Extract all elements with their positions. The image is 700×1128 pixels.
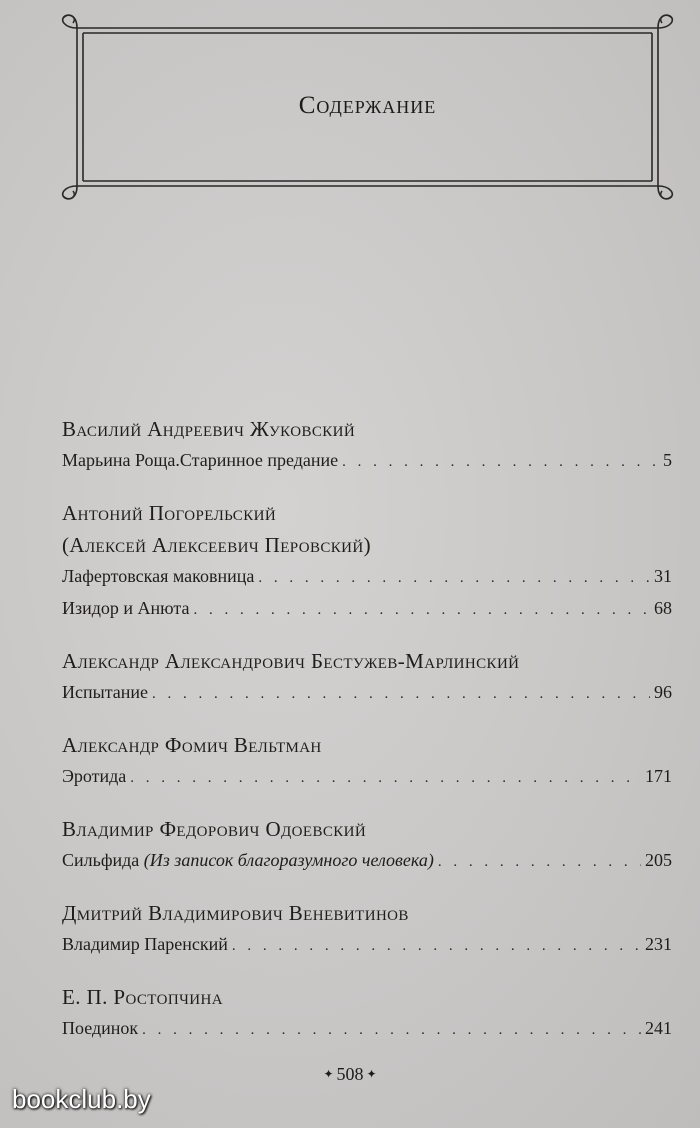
author-name: Владимир Федорович Одоевский	[62, 817, 367, 841]
entry-title-wrap	[62, 593, 189, 623]
dot-leader	[152, 679, 650, 709]
table-of-contents	[62, 413, 672, 1065]
toc-section	[62, 981, 672, 1045]
author-name: Александр Александрович Бестужев-Марлинский	[62, 649, 520, 673]
entry-title-wrap	[62, 761, 126, 791]
toc-section	[62, 813, 672, 877]
toc-entry	[62, 845, 672, 877]
toc-entry	[62, 929, 672, 961]
entry-title: Сильфида	[62, 850, 144, 870]
author-name: Василий Андреевич Жуковский	[62, 417, 356, 441]
page-title: Содержание	[298, 92, 437, 119]
entry-title-wrap	[62, 845, 434, 875]
toc-entry	[62, 561, 672, 593]
author-name: Александр Фомич Вельтман	[62, 733, 322, 757]
entry-title: Изидор и Анюта	[62, 598, 190, 618]
toc-section	[62, 413, 672, 477]
dot-leader	[438, 847, 641, 877]
entry-page-number: 31	[654, 566, 672, 586]
title-frame	[55, 14, 680, 200]
entry-title: Лафертовская маковница	[62, 566, 255, 586]
entry-page-number: 68	[654, 598, 672, 618]
entry-page-number: 231	[645, 934, 672, 954]
dot-leader	[342, 447, 659, 477]
toc-entry	[62, 1013, 672, 1045]
entry-page-number: 171	[645, 766, 672, 786]
entry-title: Марьина Роща.Старинное предание	[62, 450, 339, 470]
ornament-left-icon: ✦	[323, 1067, 334, 1081]
entry-title-wrap	[62, 445, 338, 475]
entry-title-wrap	[62, 1013, 138, 1043]
author-name: (Алексей Алексеевич Перовский)	[62, 533, 372, 557]
author-name: Антоний Погорельский	[62, 501, 277, 525]
dot-leader	[130, 763, 641, 793]
entry-title: Эротида	[62, 766, 127, 786]
toc-entry	[62, 761, 672, 793]
dot-leader	[193, 595, 650, 625]
toc-section	[62, 897, 672, 961]
entry-page-number: 241	[645, 1018, 672, 1038]
entry-page-number: 96	[654, 682, 672, 702]
dot-leader	[232, 931, 641, 961]
dot-leader	[142, 1015, 641, 1045]
toc-section	[62, 645, 672, 709]
toc-section	[62, 497, 672, 625]
entry-title: Испытание	[62, 682, 149, 702]
dot-leader	[258, 563, 650, 593]
entry-title: Поединок	[62, 1018, 139, 1038]
page-number	[0, 1064, 700, 1085]
entry-page-number: 5	[663, 450, 672, 470]
toc-entry	[62, 677, 672, 709]
entry-subtitle: (Из записок благоразумного человека)	[143, 850, 434, 870]
page-number-value: 508	[336, 1064, 364, 1084]
watermark-text: bookclub.by	[12, 1084, 151, 1114]
author-name: Дмитрий Владимирович Веневитинов	[62, 901, 409, 925]
entry-title-wrap	[62, 677, 148, 707]
entry-title: Владимир Паренский	[62, 934, 228, 954]
entry-page-number: 205	[645, 850, 672, 870]
entry-title-wrap	[62, 929, 228, 959]
toc-section	[62, 729, 672, 793]
toc-entry	[62, 445, 672, 477]
ornament-right-icon: ✦	[366, 1067, 377, 1081]
toc-entry	[62, 593, 672, 625]
author-name: Е. П. Ростопчина	[62, 985, 223, 1009]
entry-title-wrap	[62, 561, 254, 591]
